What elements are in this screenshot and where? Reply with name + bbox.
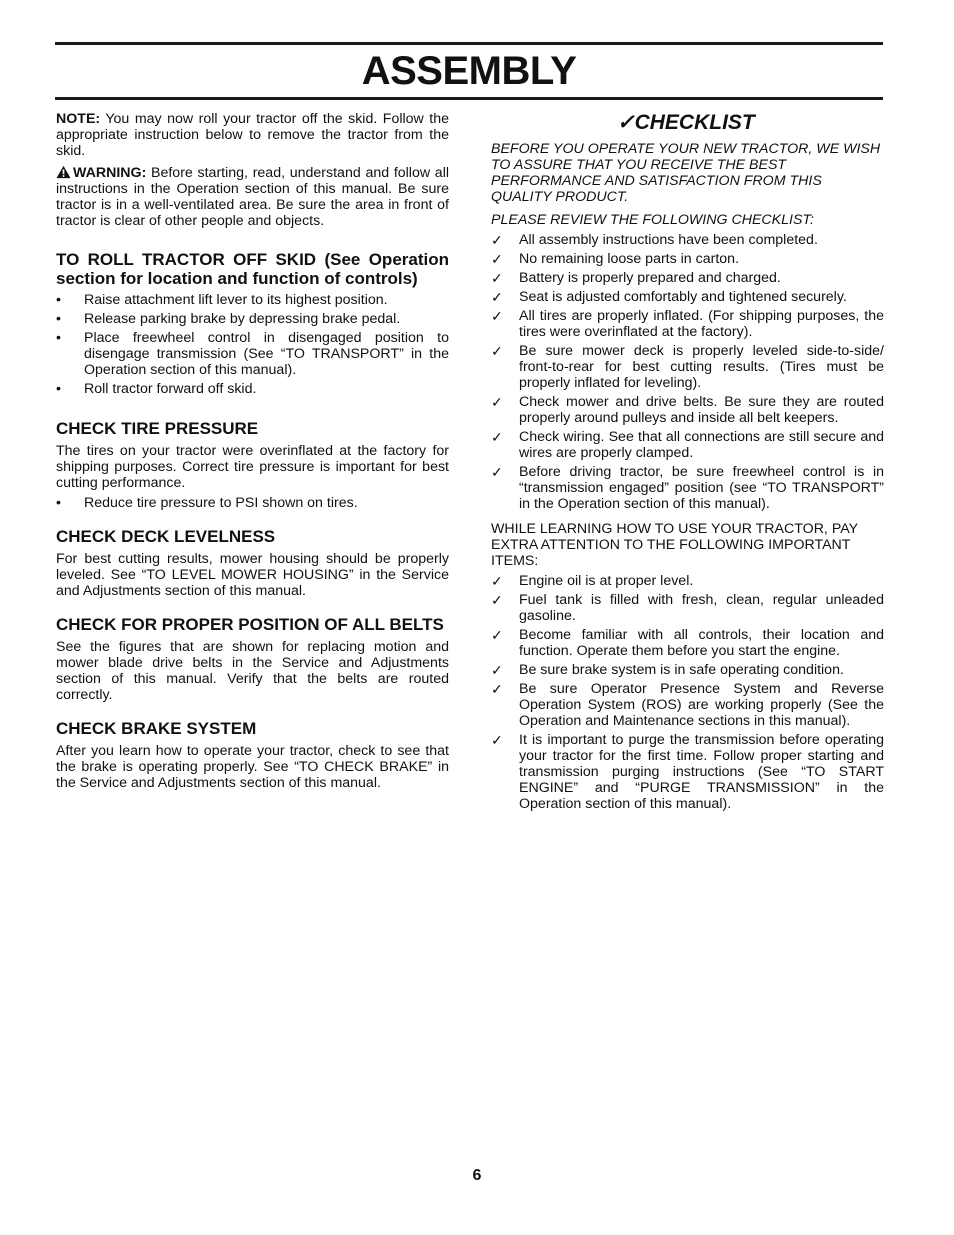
list-item <box>491 251 884 267</box>
list-item <box>491 394 884 426</box>
list-item-text: Roll tractor forward off skid. <box>84 381 257 397</box>
check-mark-icon: ✓ <box>491 627 503 643</box>
list-item-text: All tires are properly inflated. (For shipping purposes, the tires were overinflated at the factory). <box>519 308 884 340</box>
check-mark-icon: ✓ <box>491 270 503 286</box>
list-item-text: All assembly instructions have been completed. <box>519 232 818 248</box>
check-mark-icon: ✓ <box>491 662 503 678</box>
bullet-icon: • <box>56 292 61 308</box>
checklist-intro: BEFORE YOU OPERATE YOUR NEW TRACTOR, WE WISH TO ASSURE THAT YOU RECEIVE THE BEST PERFORMANCE AND SATISFACTION FROM THIS QUALITY PRODUCT. <box>491 141 881 205</box>
deck-paragraph: For best cutting results, mower housing should be properly leveled. See “TO LEVEL MOWER HOUSING” in the Service and Adjustments section of this manual. <box>56 551 449 599</box>
note-label: NOTE: <box>56 111 101 127</box>
list-item-text: Reduce tire pressure to PSI shown on tires. <box>84 495 358 511</box>
list-item <box>56 330 449 378</box>
list-item-text: Be sure mower deck is properly leveled side-to-side/ front-to-rear for best cutting results. (Tires must be properly inflated for leveling). <box>519 343 884 391</box>
list-item <box>491 289 884 305</box>
check-mark-icon: ✓ <box>491 464 503 480</box>
check-mark-icon: ✓ <box>491 308 503 324</box>
roll-heading: TO ROLL TRACTOR OFF SKID (See Operation section for location and function of controls) <box>56 250 449 288</box>
note-paragraph <box>56 111 449 159</box>
list-item <box>491 732 884 812</box>
list-item <box>491 232 884 248</box>
list-item <box>491 464 884 512</box>
belts-paragraph: See the figures that are shown for replacing motion and mower blade drive belts in the Service and Adjustments section of this manual. Verify that the belts are routed correctly. <box>56 639 449 703</box>
list-item <box>56 292 449 308</box>
list-item <box>491 270 884 286</box>
check-mark-icon: ✓ <box>491 573 503 589</box>
warning-triangle-icon <box>56 165 71 179</box>
list-item <box>491 573 884 589</box>
list-item <box>491 343 884 391</box>
checklist-review: PLEASE REVIEW THE FOLLOWING CHECKLIST: <box>491 212 814 228</box>
page-title: ASSEMBLY <box>361 49 577 93</box>
brake-paragraph: After you learn how to operate your tractor, check to see that the brake is operating properly. See “TO CHECK BRAKE” in the Service and Adjustments section of this manual. <box>56 743 449 791</box>
list-item-text: Be sure Operator Presence System and Reverse Operation System (ROS) are working properly (See the Operation and Maintenance sections in this manual). <box>519 681 884 729</box>
bullet-icon: • <box>56 381 61 397</box>
right-column <box>491 111 884 815</box>
check-mark-icon: ✓ <box>491 289 503 305</box>
header-rule-bottom <box>55 97 883 100</box>
tire-heading: CHECK TIRE PRESSURE <box>56 419 259 438</box>
checklist-items <box>491 232 884 512</box>
bullet-icon: • <box>56 330 61 346</box>
list-item-text: Check mower and drive belts. Be sure they are routed properly around pulleys and inside all belt keepers. <box>519 394 884 426</box>
page-number: 6 <box>472 1167 482 1184</box>
learning-heading: WHILE LEARNING HOW TO USE YOUR TRACTOR, PAY EXTRA ATTENTION TO THE FOLLOWING IMPORTANT ITEMS: <box>491 521 858 569</box>
check-mark-icon: ✓ <box>491 592 503 608</box>
check-mark-icon: ✓ <box>491 232 503 248</box>
list-item <box>56 311 449 327</box>
note-text: You may now roll your tractor off the skid. Follow the appropriate instruction below to remove the tractor from the skid. <box>56 111 449 159</box>
check-mark-icon: ✓ <box>491 251 503 267</box>
warning-paragraph <box>56 165 449 229</box>
list-item <box>56 495 449 511</box>
bullet-icon: • <box>56 495 61 511</box>
learning-items <box>491 573 884 812</box>
list-item-text: Seat is adjusted comfortably and tightened securely. <box>519 289 847 305</box>
warning-label: WARNING: <box>73 165 147 181</box>
warning-text: Before starting, read, understand and follow all instructions in the Operation section of this manual. Be sure tractor is in a well-ventilated area. Be sure the area in front of tractor is clear of other people and objects. <box>56 165 449 229</box>
roll-list <box>56 292 449 397</box>
checklist-title: ✓CHECKLIST <box>617 111 755 134</box>
check-mark-icon: ✓ <box>491 429 503 445</box>
list-item <box>56 381 449 397</box>
list-item-text: Engine oil is at proper level. <box>519 573 694 589</box>
list-item <box>491 592 884 624</box>
list-item <box>491 627 884 659</box>
list-item-text: Battery is properly prepared and charged. <box>519 270 781 286</box>
list-item <box>491 308 884 340</box>
check-mark-icon: ✓ <box>491 343 503 359</box>
list-item <box>491 429 884 461</box>
list-item-text: Release parking brake by depressing brake pedal. <box>84 311 401 327</box>
brake-heading: CHECK BRAKE SYSTEM <box>56 719 257 738</box>
list-item <box>491 681 884 729</box>
left-column <box>56 111 449 791</box>
check-mark-icon: ✓ <box>491 732 503 748</box>
list-item-text: Raise attachment lift lever to its highest position. <box>84 292 388 308</box>
list-item-text: Fuel tank is filled with fresh, clean, regular unleaded gasoline. <box>519 592 884 624</box>
list-item-text: Place freewheel control in disengaged position to disengage transmission (See “TO TRANSPORT” in the Operation section of this manual). <box>84 330 449 378</box>
header-rule-top <box>55 42 883 45</box>
list-item-text: Before driving tractor, be sure freewheel control is in “transmission engaged” position (see “TO TRANSPORT” in the Operation section of this manual). <box>519 464 884 512</box>
list-item-text: No remaining loose parts in carton. <box>519 251 740 267</box>
list-item-text: Be sure brake system is in safe operating condition. <box>519 662 844 678</box>
tire-paragraph: The tires on your tractor were overinflated at the factory for shipping purposes. Correct tire pressure is important for best cutting performance. <box>56 443 449 491</box>
list-item-text: Check wiring. See that all connections are still secure and wires are properly clamped. <box>519 429 884 461</box>
bullet-icon: • <box>56 311 61 327</box>
list-item-text: Become familiar with all controls, their location and function. Operate them before you start the engine. <box>519 627 884 659</box>
list-item <box>491 662 884 678</box>
deck-heading: CHECK DECK LEVELNESS <box>56 527 276 546</box>
list-item-text: It is important to purge the transmission before operating your tractor for the first time. Follow proper starting and transmission purging instructions (See “TO START ENGINE” and “PURGE TRANSMISSION” in the Operation section of this manual). <box>519 732 884 812</box>
check-mark-icon: ✓ <box>491 681 503 697</box>
tire-list <box>56 495 449 511</box>
belts-heading: CHECK FOR PROPER POSITION OF ALL BELTS <box>56 615 444 634</box>
check-mark-icon: ✓ <box>491 394 503 410</box>
